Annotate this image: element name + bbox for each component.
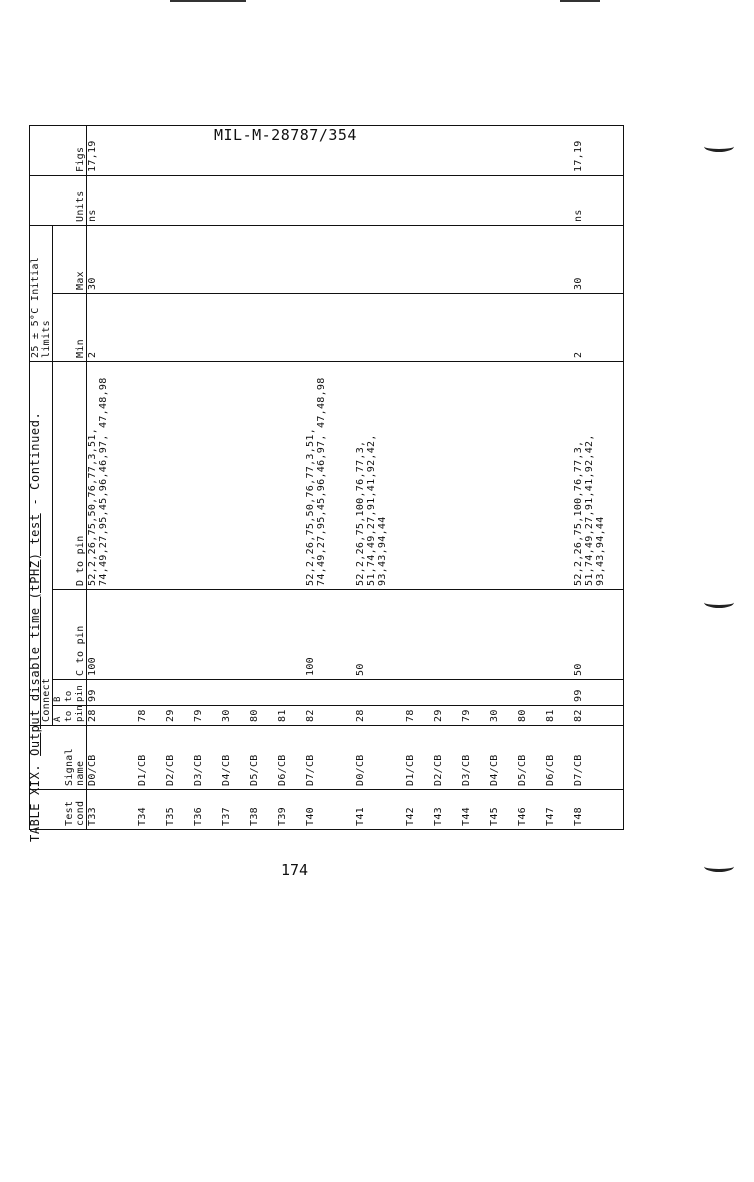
- cell-min: [355, 294, 405, 362]
- header-d-to-pin: D to pin: [53, 362, 87, 590]
- cell-max: 30: [573, 226, 624, 294]
- cell-units: [405, 176, 433, 226]
- cell-figs: 17,19: [87, 126, 138, 176]
- cell-c-to-pin: [249, 590, 277, 680]
- cell-d-to-pin: [221, 362, 249, 590]
- table-row: [545, 126, 573, 830]
- cell-figs: [405, 126, 433, 176]
- cell-c-to-pin: [545, 590, 573, 680]
- cell-max: [545, 226, 573, 294]
- header-b-to-pin: B to pin: [53, 680, 87, 706]
- cell-a-to-pin: 81: [277, 706, 305, 726]
- cell-min: [405, 294, 433, 362]
- cell-d-to-pin: [193, 362, 221, 590]
- cell-max: [305, 226, 355, 294]
- cell-b-to-pin: [405, 680, 433, 706]
- cell-min: [137, 294, 165, 362]
- caption-suffix: - Continued.: [28, 411, 42, 506]
- cell-signal-name: D4/CB: [489, 726, 517, 790]
- cell-d-to-pin: 52,2,26,75,50,76,77,3,51, 74,49,27,95,45,96,46,97, 47,48,98: [305, 362, 355, 590]
- cell-test-cond: T44: [461, 790, 489, 830]
- cell-min: [461, 294, 489, 362]
- table-row: [461, 126, 489, 830]
- cell-max: [193, 226, 221, 294]
- cell-a-to-pin: 28: [355, 706, 405, 726]
- table-row: [165, 126, 193, 830]
- cell-b-to-pin: [165, 680, 193, 706]
- cell-signal-name: D7/CB: [573, 726, 624, 790]
- cell-figs: [165, 126, 193, 176]
- table-row: [249, 126, 277, 830]
- header-a-to-pin: A to pin: [53, 706, 87, 726]
- cell-test-cond: T35: [165, 790, 193, 830]
- cell-max: [137, 226, 165, 294]
- cell-min: [305, 294, 355, 362]
- cell-b-to-pin: [221, 680, 249, 706]
- cell-c-to-pin: [277, 590, 305, 680]
- cell-b-to-pin: [305, 680, 355, 706]
- cell-max: [489, 226, 517, 294]
- cell-d-to-pin: 52,2,26,75,100,76,77,3, 51,74,49,27,91,41,92,42, 93,43,94,44: [355, 362, 405, 590]
- cell-b-to-pin: [517, 680, 545, 706]
- cell-b-to-pin: [461, 680, 489, 706]
- cell-figs: [433, 126, 461, 176]
- cell-figs: [517, 126, 545, 176]
- cell-units: [193, 176, 221, 226]
- header-limits: 25 ± 5°C Initial limits: [30, 226, 53, 362]
- header-signal-name: Signal name: [30, 726, 87, 790]
- header-units: Units: [30, 176, 87, 226]
- cell-c-to-pin: [433, 590, 461, 680]
- rotated-table-container: [29, 140, 606, 830]
- cell-b-to-pin: [355, 680, 405, 706]
- cell-b-to-pin: [249, 680, 277, 706]
- cell-units: ns: [573, 176, 624, 226]
- header-max: Max: [53, 226, 87, 294]
- document-id: MIL-M-28787/354: [214, 126, 357, 144]
- cell-test-cond: T43: [433, 790, 461, 830]
- cell-figs: [221, 126, 249, 176]
- cell-a-to-pin: 78: [137, 706, 165, 726]
- cell-min: [277, 294, 305, 362]
- cell-max: 30: [87, 226, 138, 294]
- table-row: [193, 126, 221, 830]
- cell-units: [165, 176, 193, 226]
- cell-signal-name: D0/CB: [355, 726, 405, 790]
- header-figs: Figs: [30, 126, 87, 176]
- cell-units: [221, 176, 249, 226]
- cell-units: ns: [87, 176, 138, 226]
- cell-c-to-pin: [193, 590, 221, 680]
- cell-a-to-pin: 81: [545, 706, 573, 726]
- cell-signal-name: D1/CB: [137, 726, 165, 790]
- cell-min: [249, 294, 277, 362]
- cell-figs: [545, 126, 573, 176]
- cell-d-to-pin: [137, 362, 165, 590]
- cell-signal-name: D4/CB: [221, 726, 249, 790]
- cell-d-to-pin: 52,2,26,75,100,76,77,3, 51,74,49,27,91,41,92,42, 93,43,94,44: [573, 362, 624, 590]
- scan-edge-mark: [560, 0, 600, 2]
- cell-units: [277, 176, 305, 226]
- cell-figs: 17,19: [573, 126, 624, 176]
- cell-c-to-pin: [221, 590, 249, 680]
- cell-b-to-pin: [489, 680, 517, 706]
- table-row: [87, 126, 138, 830]
- cell-b-to-pin: [277, 680, 305, 706]
- cell-test-cond: T33: [87, 790, 138, 830]
- cell-test-cond: T42: [405, 790, 433, 830]
- cell-min: [193, 294, 221, 362]
- cell-d-to-pin: [277, 362, 305, 590]
- cell-signal-name: D6/CB: [277, 726, 305, 790]
- cell-signal-name: D1/CB: [405, 726, 433, 790]
- table-row: [305, 126, 355, 830]
- cell-signal-name: D3/CB: [193, 726, 221, 790]
- cell-max: [433, 226, 461, 294]
- caption-label: TABLE XIX.: [28, 763, 42, 842]
- cell-b-to-pin: [545, 680, 573, 706]
- cell-d-to-pin: [405, 362, 433, 590]
- cell-units: [545, 176, 573, 226]
- cell-test-cond: T46: [517, 790, 545, 830]
- table-row: [489, 126, 517, 830]
- cell-c-to-pin: [489, 590, 517, 680]
- cell-d-to-pin: 52,2,26,75,50,76,77,3,51, 74,49,27,95,45,96,46,97, 47,48,98: [87, 362, 138, 590]
- cell-signal-name: D2/CB: [433, 726, 461, 790]
- cell-d-to-pin: [433, 362, 461, 590]
- table-row: [573, 126, 624, 830]
- cell-max: [165, 226, 193, 294]
- table-row: [355, 126, 405, 830]
- cell-a-to-pin: 30: [221, 706, 249, 726]
- cell-b-to-pin: 99: [573, 680, 624, 706]
- cell-min: [165, 294, 193, 362]
- cell-min: 2: [573, 294, 624, 362]
- cell-a-to-pin: 82: [305, 706, 355, 726]
- table-row: [433, 126, 461, 830]
- cell-figs: [193, 126, 221, 176]
- cell-max: [249, 226, 277, 294]
- cell-figs: [305, 126, 355, 176]
- cell-figs: [489, 126, 517, 176]
- cell-a-to-pin: 29: [165, 706, 193, 726]
- cell-c-to-pin: 50: [355, 590, 405, 680]
- header-c-to-pin: C to pin: [53, 590, 87, 680]
- cell-a-to-pin: 79: [461, 706, 489, 726]
- binding-mark: [704, 141, 734, 152]
- cell-signal-name: D0/CB: [87, 726, 138, 790]
- cell-units: [305, 176, 355, 226]
- caption-title: Output disable time (tPHZ) test: [28, 513, 42, 756]
- cell-signal-name: D5/CB: [249, 726, 277, 790]
- header-connect: Connect: [30, 362, 53, 726]
- cell-a-to-pin: 80: [517, 706, 545, 726]
- scan-edge-mark: [170, 0, 246, 2]
- cell-a-to-pin: 30: [489, 706, 517, 726]
- cell-test-cond: T39: [277, 790, 305, 830]
- cell-c-to-pin: 100: [87, 590, 138, 680]
- cell-a-to-pin: 79: [193, 706, 221, 726]
- page-number: 174: [281, 861, 309, 879]
- cell-min: 2: [87, 294, 138, 362]
- cell-b-to-pin: [193, 680, 221, 706]
- table-row: [221, 126, 249, 830]
- cell-test-cond: T36: [193, 790, 221, 830]
- cell-test-cond: T38: [249, 790, 277, 830]
- cell-test-cond: T40: [305, 790, 355, 830]
- cell-a-to-pin: 78: [405, 706, 433, 726]
- output-disable-table: [29, 125, 624, 830]
- cell-min: [545, 294, 573, 362]
- cell-min: [433, 294, 461, 362]
- cell-units: [355, 176, 405, 226]
- cell-test-cond: T45: [489, 790, 517, 830]
- cell-units: [137, 176, 165, 226]
- cell-test-cond: T34: [137, 790, 165, 830]
- cell-figs: [249, 126, 277, 176]
- cell-c-to-pin: [137, 590, 165, 680]
- table-body: [87, 126, 624, 830]
- cell-c-to-pin: 100: [305, 590, 355, 680]
- table-row: [405, 126, 433, 830]
- header-min: Min: [53, 294, 87, 362]
- cell-test-cond: T47: [545, 790, 573, 830]
- cell-max: [221, 226, 249, 294]
- cell-b-to-pin: [433, 680, 461, 706]
- cell-c-to-pin: 50: [573, 590, 624, 680]
- cell-min: [517, 294, 545, 362]
- cell-figs: [461, 126, 489, 176]
- cell-a-to-pin: 29: [433, 706, 461, 726]
- cell-a-to-pin: 82: [573, 706, 624, 726]
- cell-units: [517, 176, 545, 226]
- cell-max: [355, 226, 405, 294]
- cell-signal-name: D5/CB: [517, 726, 545, 790]
- cell-test-cond: T41: [355, 790, 405, 830]
- cell-units: [249, 176, 277, 226]
- cell-d-to-pin: [461, 362, 489, 590]
- cell-d-to-pin: [249, 362, 277, 590]
- cell-min: [489, 294, 517, 362]
- header-test-cond: Test cond: [30, 790, 87, 830]
- cell-b-to-pin: 99: [87, 680, 138, 706]
- cell-a-to-pin: 28: [87, 706, 138, 726]
- cell-b-to-pin: [137, 680, 165, 706]
- cell-units: [461, 176, 489, 226]
- cell-min: [221, 294, 249, 362]
- cell-a-to-pin: 80: [249, 706, 277, 726]
- cell-units: [489, 176, 517, 226]
- cell-max: [461, 226, 489, 294]
- cell-c-to-pin: [517, 590, 545, 680]
- cell-signal-name: D2/CB: [165, 726, 193, 790]
- table-row: [277, 126, 305, 830]
- cell-test-cond: T37: [221, 790, 249, 830]
- binding-mark: [704, 597, 734, 608]
- cell-units: [433, 176, 461, 226]
- binding-mark: [704, 861, 734, 872]
- cell-figs: [355, 126, 405, 176]
- cell-c-to-pin: [461, 590, 489, 680]
- table-row: [137, 126, 165, 830]
- cell-d-to-pin: [517, 362, 545, 590]
- cell-signal-name: D7/CB: [305, 726, 355, 790]
- cell-signal-name: D3/CB: [461, 726, 489, 790]
- cell-max: [517, 226, 545, 294]
- cell-max: [405, 226, 433, 294]
- cell-d-to-pin: [489, 362, 517, 590]
- cell-c-to-pin: [165, 590, 193, 680]
- cell-d-to-pin: [545, 362, 573, 590]
- cell-c-to-pin: [405, 590, 433, 680]
- cell-max: [277, 226, 305, 294]
- cell-signal-name: D6/CB: [545, 726, 573, 790]
- cell-figs: [277, 126, 305, 176]
- cell-test-cond: T48: [573, 790, 624, 830]
- table-row: [517, 126, 545, 830]
- cell-d-to-pin: [165, 362, 193, 590]
- cell-figs: [137, 126, 165, 176]
